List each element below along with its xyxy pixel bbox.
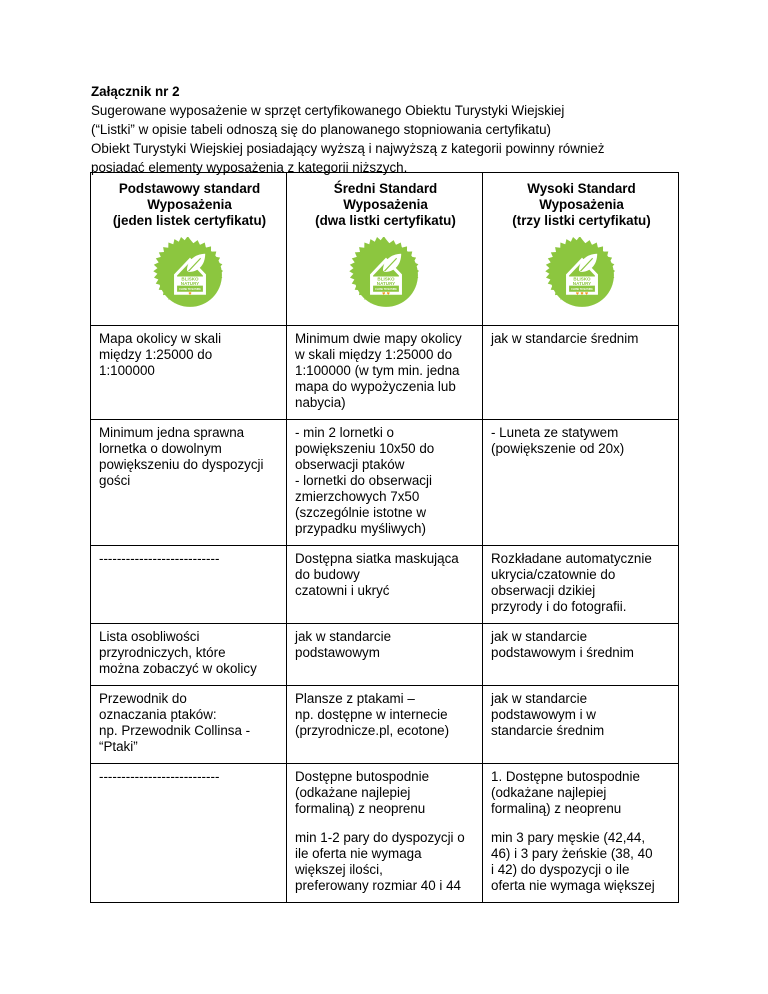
certificate-badge-three-leaves-icon	[544, 237, 620, 313]
table-row	[91, 546, 679, 624]
badge-text-2: NATURY	[376, 280, 395, 286]
table-cell-waders-qty-high: min 3 pary męskie (42,44, 46) i 3 pary żeńskie (38, 40 i 42) do dyspozycji o ile oferta nie wymaga większej	[483, 825, 679, 903]
table-cell-list-medium: jak w standarcie podstawowym	[287, 624, 483, 686]
badge-text-3: CLOSE TO NATURE	[570, 289, 593, 292]
table-cell-hide-high: Rozkładane automatycznie ukrycia/czatownie do obserwacji dzikiej przyrody i do fotografii.	[483, 546, 679, 624]
table-cell-list-high: jak w standarcie podstawowym i średnim	[483, 624, 679, 686]
intro-line-1: Sugerowane wyposażenie w sprzęt certyfikowanego Obiektu Turystyki Wiejskiej	[91, 103, 565, 118]
table-row	[91, 764, 679, 826]
equipment-table	[90, 172, 679, 903]
badge-text-2: NATURY	[180, 280, 199, 286]
table-cell-binoculars-basic: Minimum jedna sprawna lornetka o dowolnym powiększeniu do dyspozycji gości	[91, 420, 287, 546]
table-cell-waders-basic: ---------------------------	[91, 764, 287, 903]
table-cell-hide-basic: ---------------------------	[91, 546, 287, 624]
badge-text-1: BLISKO	[572, 276, 591, 282]
table-row	[91, 624, 679, 686]
badge-text-3: CLOSE TO NATURE	[374, 289, 397, 292]
certificate-badge-one-leaf-icon	[152, 237, 228, 313]
header-basic-title: Podstawowy standard Wyposażenia (jeden listek certyfikatu)	[112, 181, 267, 228]
table-row	[91, 326, 679, 420]
header-medium-title: Średni Standard Wyposażenia (dwa listki certyfikatu)	[315, 181, 456, 228]
table-cell-map-medium: Minimum dwie mapy okolicy w skali między 1:25000 do 1:100000 (w tym min. jedna mapa do wypożyczenia lub nabycia)	[287, 326, 483, 420]
table-cell-guide-high: jak w standarcie podstawowym i w standarcie średnim	[483, 686, 679, 764]
table-cell-guide-basic: Przewodnik do oznaczania ptaków: np. Przewodnik Collinsa - “Ptaki”	[91, 686, 287, 764]
table-row	[91, 686, 679, 764]
table-row	[91, 420, 679, 546]
badge-text-2: NATURY	[572, 280, 591, 286]
intro-line-2: (“Listki” w opisie tabeli odnoszą się do planowanego stopniowania certyfikatu)	[91, 122, 551, 137]
table-cell-list-basic: Lista osobliwości przyrodniczych, które można zobaczyć w okolicy	[91, 624, 287, 686]
badge-text-1: BLISKO	[376, 276, 395, 282]
header-high	[483, 173, 679, 326]
table-cell-guide-medium: Plansze z ptakami – np. dostępne w internecie (przyrodnicze.pl, ecotone)	[287, 686, 483, 764]
table-cell-waders-medium: Dostępne butospodnie (odkażane najlepiej formaliną) z neoprenu	[287, 764, 483, 826]
badge-text-3: CLOSE TO NATURE	[178, 289, 201, 292]
certificate-badge-two-leaves-icon	[348, 237, 424, 313]
header-basic	[91, 173, 287, 326]
table-cell-waders-qty-medium: min 1-2 pary do dyspozycji o ile oferta nie wymaga większej ilości, preferowany rozmiar 40 i 44	[287, 825, 483, 903]
intro	[91, 82, 691, 177]
table-header-row	[91, 173, 679, 326]
attachment-title: Załącznik nr 2	[91, 84, 180, 99]
intro-line-3: Obiekt Turystyki Wiejskiej posiadający wyższą i najwyższą z kategorii powinny również	[91, 141, 605, 156]
header-high-title: Wysoki Standard Wyposażenia (trzy listki certyfikatu)	[512, 181, 651, 228]
header-medium	[287, 173, 483, 326]
intro-line-4: posiadać elementy wyposażenia z kategorii niższych.	[91, 160, 408, 175]
table-cell-hide-medium: Dostępna siatka maskująca do budowy czatowni i ukryć	[287, 546, 483, 624]
table-cell-waders-high: 1. Dostępne butospodnie (odkażane najlepiej formaliną) z neoprenu	[483, 764, 679, 826]
badge-text-1: BLISKO	[180, 276, 199, 282]
table-cell-binoculars-medium: - min 2 lornetki o powiększeniu 10x50 do obserwacji ptaków - lornetki do obserwacji zmierzchowych 7x50 (szczególnie istotne w przypadku myśliwych)	[287, 420, 483, 546]
table-cell-map-high: jak w standarcie średnim	[483, 326, 679, 420]
table-cell-binoculars-high: - Luneta ze statywem (powiększenie od 20x)	[483, 420, 679, 546]
table-cell-map-basic: Mapa okolicy w skali między 1:25000 do 1:100000	[91, 326, 287, 420]
